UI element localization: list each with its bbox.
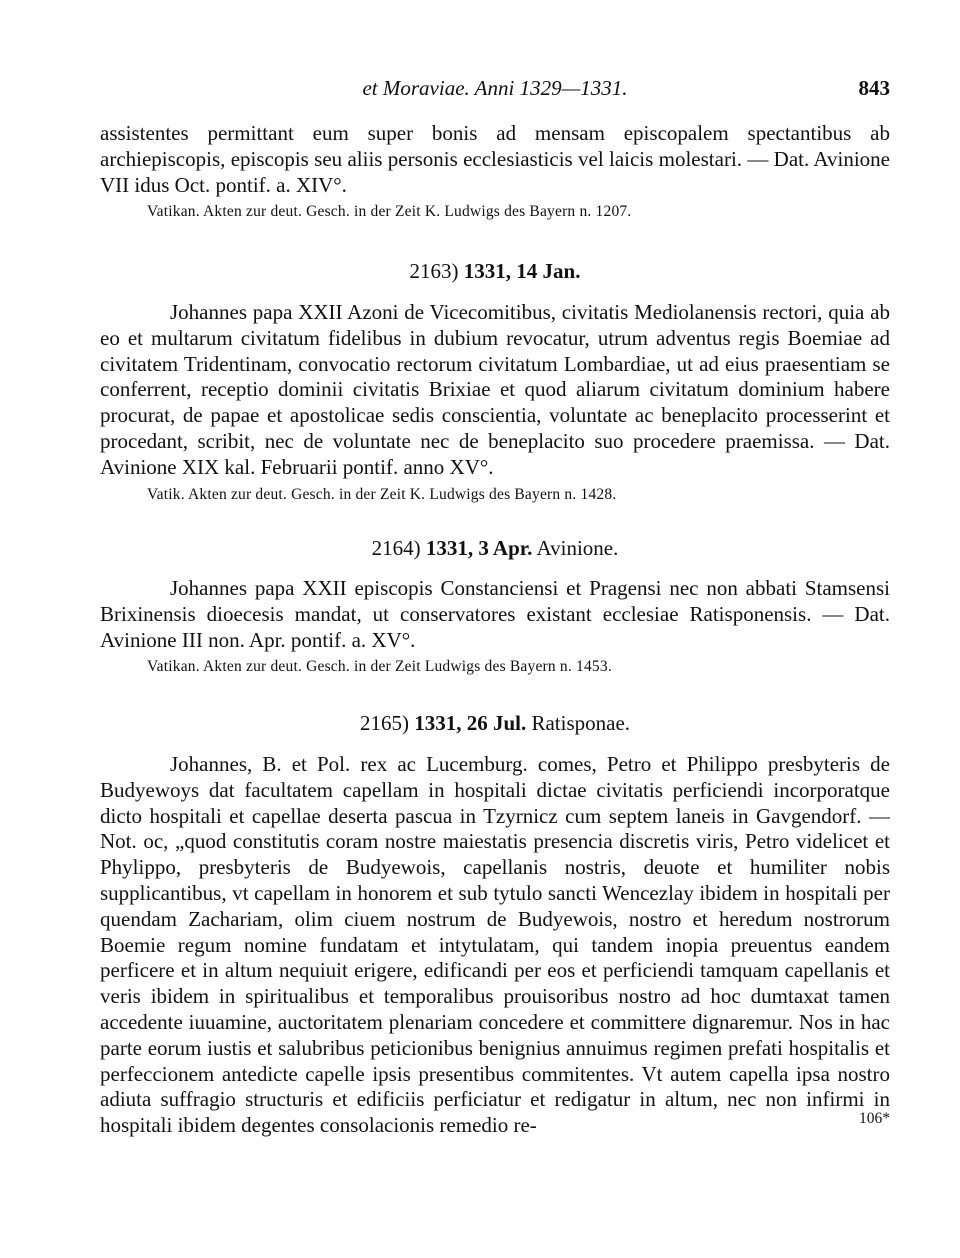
- entry-2163-source: Vatik. Akten zur deut. Gesch. in der Zeit K. Ludwigs des Bayern n. 1428.: [147, 485, 617, 503]
- signature-mark: 106*: [859, 1110, 890, 1127]
- entry-2164-source: Vatikan. Akten zur deut. Gesch. in der Zeit Ludwigs des Bayern n. 1453.: [147, 658, 612, 676]
- entry-place: Avinione.: [536, 536, 619, 560]
- continuation-source: Vatikan. Akten zur deut. Gesch. in der Zeit K. Ludwigs des Bayern n. 1207.: [147, 203, 632, 221]
- entry-2165-heading: [100, 710, 890, 736]
- entry-number: 2165): [359, 711, 409, 735]
- page-number: 843: [858, 76, 890, 100]
- continuation-block: [100, 121, 890, 222]
- entry-2163-text: Johannes papa XXII Azoni de Vicecomitibus, civitatis Mediolanensis rectori, quia ab eo et multarum civitatum fidelibus in dubium revocatur, utrum adventus regis Boemiae ad civitatem Tridentinam, convocatio rectorum civitatum Lombardiae, ut ad eius praesentiam se conferrent, receptio dominii civitatis Brixiae et quod aliarum civitatum dominium habere procurat, de papae et apostolicae sedis conscientia, voluntate ac beneplacito processerint et procedant, scribit, nec de voluntate nec de beneplacito suo procedere praemissa. — Dat. Avinione XIX kal. Februarii pontif. anno XV°.: [100, 300, 890, 479]
- entry-date: 1331, 3 Apr.: [425, 536, 533, 560]
- entry-place: Ratisponae.: [531, 711, 631, 735]
- entry-number: 2163): [409, 259, 459, 283]
- entry-number: 2164): [371, 536, 421, 560]
- entry-2164-text: Johannes papa XXII episcopis Constanciensi et Pragensi nec non abbati Stamsensi Brixinensis dioecesis mandat, ut conservatores existant ecclesiae Ratisponensis. — Dat. Avinione III non. Apr. pontif. a. XV°.: [100, 576, 890, 652]
- running-head-title: et Moraviae. Anni 1329—1331.: [362, 76, 628, 100]
- entry-2164-heading: [100, 535, 890, 561]
- entry-2163-heading: [100, 258, 890, 284]
- running-head: [100, 76, 890, 104]
- entry-2165-text: Johannes, B. et Pol. rex ac Lucemburg. comes, Petro et Philippo presbyteris de Budyewoys dat facultatem capellam in hospitali dictae civitatis perficiendi incorporatque dicto hospitali et capellae deserta pascua in Tzyrnicz cum septem laneis in Gavgendorf. — Not. oc, „quod constitutis coram nostre maiestatis presencia discretis viris, Petro videlicet et Phylippo, presbyteris de Budyewois, capellanis nostris, deuote et humiliter nobis supplicantibus, vt capellam in honorem et sub tytulo sancti Wencezlay ibidem in hospitali per quendam Zachariam, olim ciuem nostrum de Budyewois, nostro et heredum nostrorum Boemie regum nomine fundatam et intytulatam, qui tandem inopia preuentus eandem perficere et in altum nequiuit erigere, edificandi per eos et perficiendi tamquam capellanis et veris ibidem in spiritualibus et temporalibus prouisoribus nostro ad hoc dumtaxat tamen accedente iuuamine, auctoritatem plenariam concedere et committere dignaremur. Nos in hac parte eorum iustis et salubribus peticionibus benignius annuimus regimen prefati hospitalis et perfeccionem antedicte capelle ipsis presentibus commitentes. Vt autem capella ipsa nostro adiuta suffragio structuris et edificiis perficiatur et redigatur in altum, nec non infirmi in hospitali ibidem degentes consolacionis remedio re-: [100, 752, 890, 1138]
- entry-2165: [100, 752, 890, 1139]
- entry-date: 1331, 26 Jul.: [414, 711, 527, 735]
- entry-2163: [100, 300, 890, 505]
- entry-date: 1331, 14 Jan.: [463, 259, 581, 283]
- entry-2164: [100, 576, 890, 677]
- continuation-text: assistentes permittant eum super bonis ad mensam episcopalem spectantibus ab archiepiscopis, episcopis seu aliis personis ecclesiasticis vel laicis molestari. — Dat. Avinione VII idus Oct. pontif. a. XIV°.: [100, 121, 890, 197]
